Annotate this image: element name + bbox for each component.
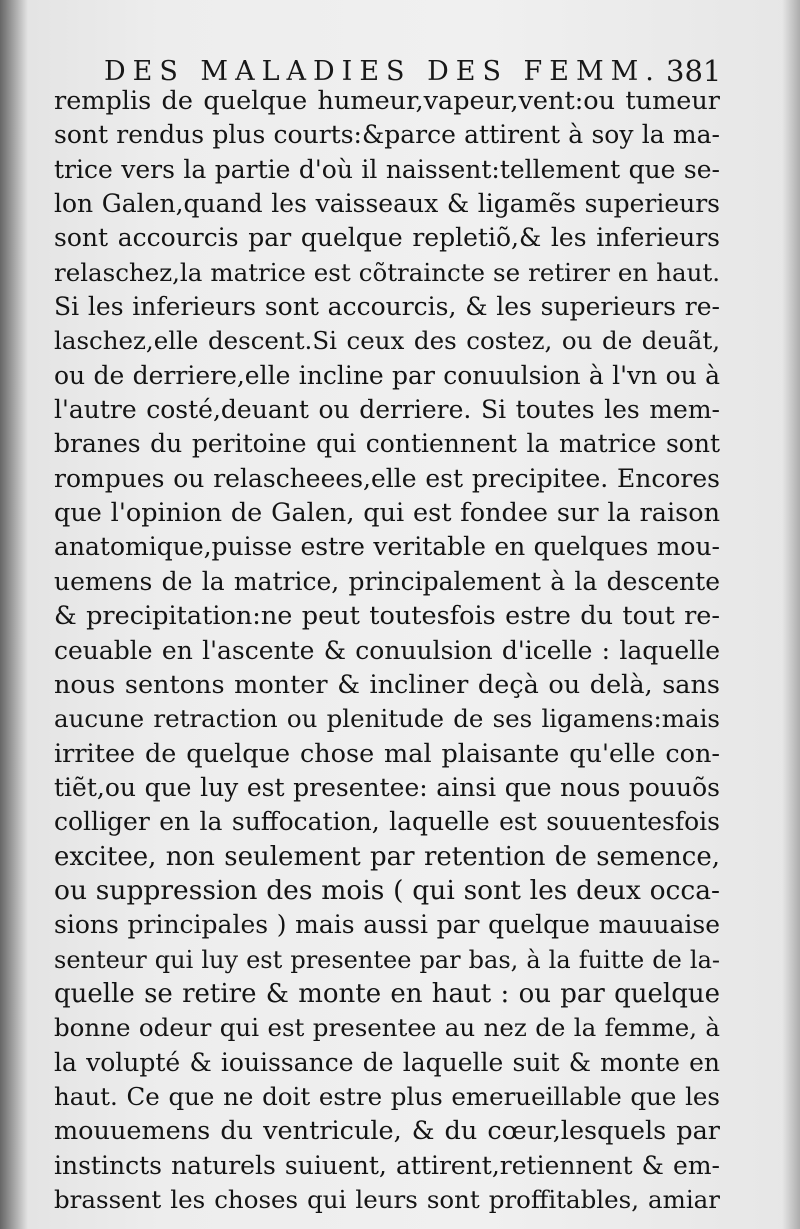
text-line: aucune retraction ou plenitude de ses ligamens:mais bbox=[54, 704, 720, 734]
page-edge-shadow bbox=[782, 0, 800, 1229]
text-line: sont rendus plus courts:&parce attirent à soy la ma- bbox=[54, 120, 720, 150]
text-line: bonne odeur qui est presentee au nez de la femme, à bbox=[54, 1013, 720, 1043]
text-line: relaschez,la matrice est cõtraincte se retirer en haut. bbox=[54, 257, 720, 287]
text-line: colliger en la suffocation, laquelle est souuentesfois bbox=[54, 807, 720, 837]
text-line: instincts naturels suiuent, attirent,retiennent & em- bbox=[54, 1150, 720, 1180]
text-line: trice vers la partie d'où il naissent:tellement que se- bbox=[54, 154, 720, 184]
text-line: branes du peritoine qui contiennent la matrice sont bbox=[54, 429, 720, 459]
text-line: haut. Ce que ne doit estre plus emerueillable que les bbox=[54, 1081, 720, 1111]
text-line: lon Galen,quand les vaisseaux & ligamẽs superieurs bbox=[54, 189, 720, 219]
text-line: que l'opinion de Galen, qui est fondee sur la raison bbox=[54, 498, 720, 529]
text-line: anatomique,puisse estre veritable en quelques mou- bbox=[54, 532, 720, 562]
text-line: la volupté & iouissance de laquelle suit & monte en bbox=[54, 1047, 720, 1077]
text-line: & precipitation:ne peut toutesfois estre du tout re- bbox=[54, 601, 720, 632]
running-title: DES MALADIES DES FEMM. bbox=[104, 56, 661, 87]
text-line: Si les inferieurs sont accourcis, & les superieurs re- bbox=[54, 292, 720, 322]
text-line: excitee, non seulement par retention de semence, bbox=[54, 841, 720, 872]
text-line: brassent les choses qui leurs sont proffitables, amiar bbox=[54, 1185, 720, 1214]
text-line: laschez,elle descent.Si ceux des costez, ou de deuãt, bbox=[54, 326, 720, 356]
text-line: quelle se retire & monte en haut : ou par quelque bbox=[54, 978, 720, 1009]
binding-shadow bbox=[0, 0, 28, 1229]
text-line: uemens de la matrice, principalement à la descente bbox=[54, 566, 720, 596]
text-line: nous sentons monter & incliner deçà ou delà, sans bbox=[54, 669, 720, 700]
text-line: ou de derriere,elle incline par conuulsion à l'vn ou à bbox=[54, 360, 720, 390]
text-line: ceuable en l'ascente & conuulsion d'icelle : laquelle bbox=[54, 635, 720, 665]
page-number: 381 bbox=[666, 54, 722, 88]
text-line: sions principales ) mais aussi par quelque mauuaise bbox=[54, 910, 720, 940]
text-line: ou suppression des mois ( qui sont les deux occa- bbox=[54, 874, 720, 906]
text-line: mouuemens du ventricule, & du cœur,lesquels par bbox=[54, 1116, 720, 1147]
text-line: senteur qui luy est presentee par bas, à la fuitte de la- bbox=[54, 945, 720, 974]
text-line: irritee de quelque chose mal plaisante qu'elle con- bbox=[54, 738, 720, 769]
text-line: remplis de quelque humeur,vapeur,vent:ou tumeur bbox=[54, 86, 720, 116]
text-line: l'autre costé,deuant ou derriere. Si toutes les mem- bbox=[54, 395, 720, 425]
text-line: tiẽt,ou que luy est presentee: ainsi que nous pouuõs bbox=[54, 772, 720, 802]
text-line: sont accourcis par quelque repletiõ,& les inferieurs bbox=[54, 223, 720, 253]
body-text bbox=[54, 84, 720, 1217]
text-line: rompues ou relascheees,elle est precipitee. Encores bbox=[54, 463, 720, 493]
